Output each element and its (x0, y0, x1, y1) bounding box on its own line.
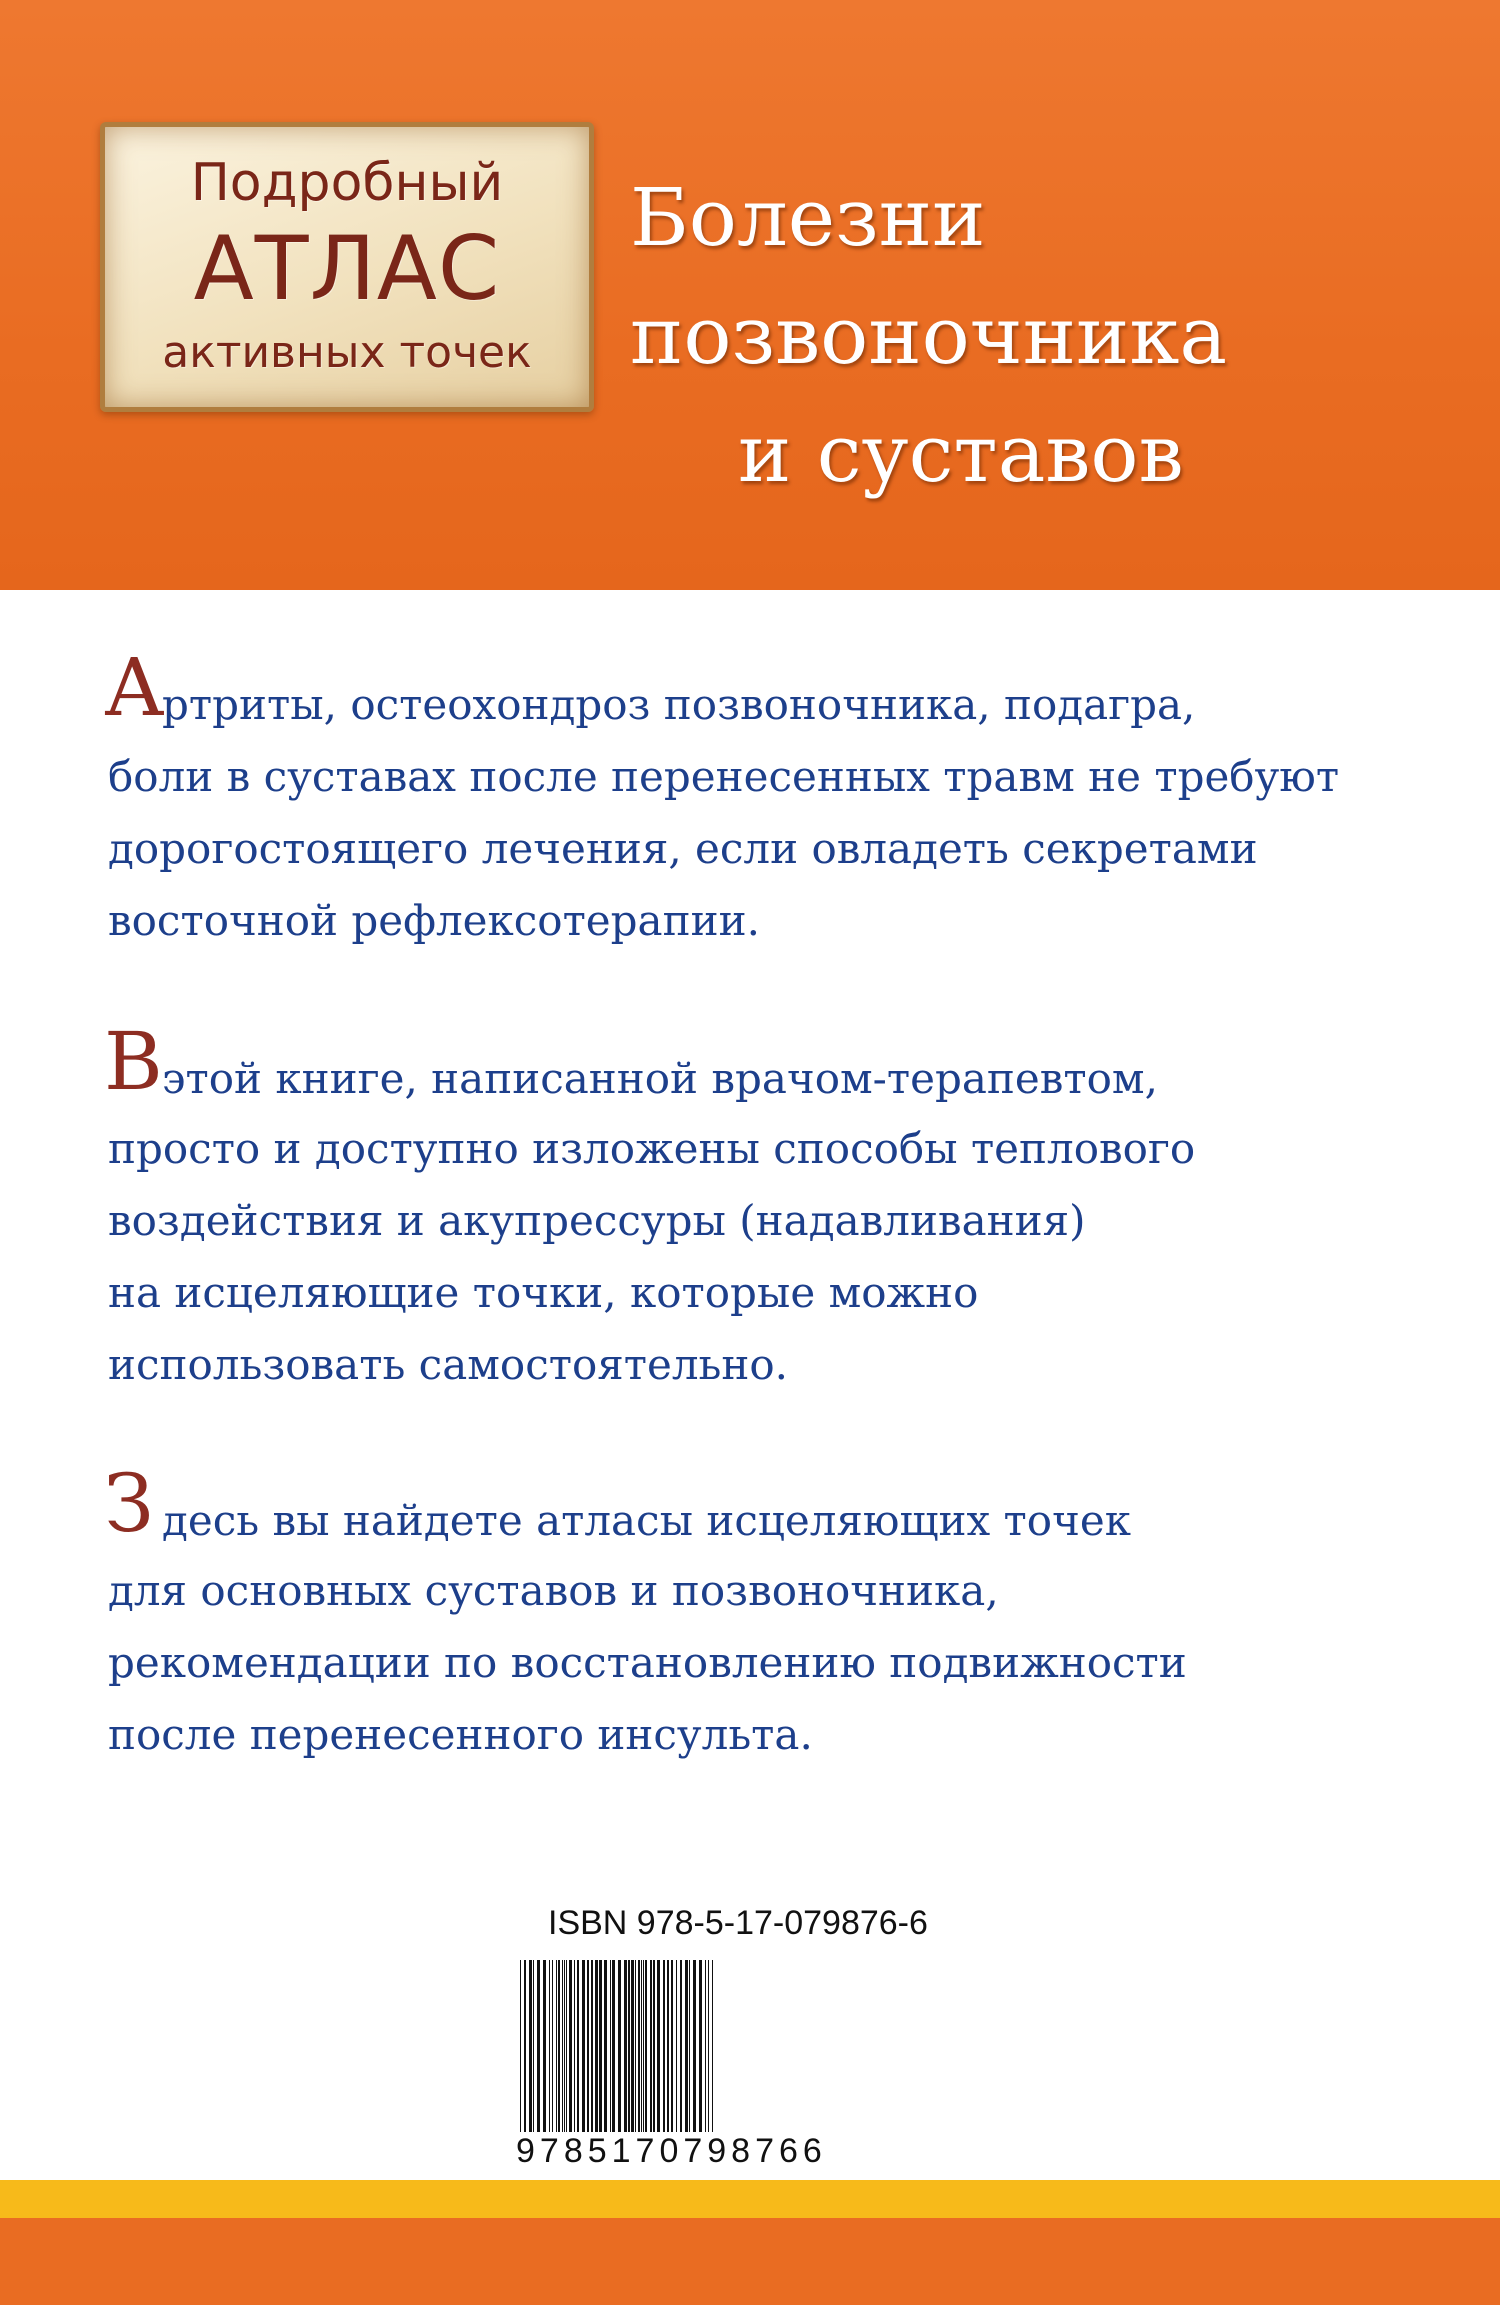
paragraph-2-line-3: воздействия и акупрессуры (надавливания) (108, 1196, 1086, 1245)
bottom-orange-band (0, 2218, 1500, 2305)
bottom-yellow-stripe (0, 2180, 1500, 2218)
paragraph-2-line-4: на исцеляющие точки, которые можно (108, 1268, 979, 1317)
paragraph-2-line-5: использовать самостоятельно. (108, 1340, 788, 1389)
isbn-barcode (520, 1960, 858, 2142)
paragraph-3-line-1: десь вы найдете атласы исцеляющих точек (162, 1496, 1131, 1545)
paragraph-2-line-1: этой книге, написанной врачом-терапевтом, (162, 1054, 1158, 1103)
atlas-plaque (100, 122, 594, 412)
title-line-1: Болезни (630, 171, 986, 264)
barcode-digits: 9785170798766 (516, 2132, 827, 2170)
paragraph-1-initial: А (104, 641, 165, 734)
isbn-label: ISBN 978-5-17-079876-6 (548, 1904, 928, 1942)
paragraph-3-line-4: после перенесенного инсульта. (108, 1710, 813, 1759)
paragraph-2-line-2: просто и доступно изложены способы теплового (108, 1124, 1196, 1173)
plaque-line-3: активных точек (162, 327, 532, 378)
paragraph-3-line-2: для основных суставов и позвоночника, (108, 1566, 999, 1615)
title-line-2: позвоночника (630, 289, 1228, 382)
plaque-line-2: АТЛАС (193, 217, 501, 320)
paragraph-1-line-3: дорогостоящего лечения, если овладеть секретами (108, 824, 1258, 873)
title-line-3: и суставов (738, 407, 1184, 500)
paragraph-1-line-4: восточной рефлексотерапии. (108, 896, 760, 945)
paragraph-1-line-2: боли в суставах после перенесенных травм не требуют (108, 752, 1340, 801)
paragraph-2-initial: В (104, 1015, 163, 1108)
paragraph-3-initial: З (104, 1457, 154, 1550)
barcode-bar (712, 1960, 713, 2142)
plaque-line-1: Подробный (190, 153, 504, 213)
paragraph-3-line-3: рекомендации по восстановлению подвижности (108, 1638, 1187, 1687)
paragraph-1-line-1: ртриты, остеохондроз позвоночника, подагра, (162, 680, 1196, 729)
